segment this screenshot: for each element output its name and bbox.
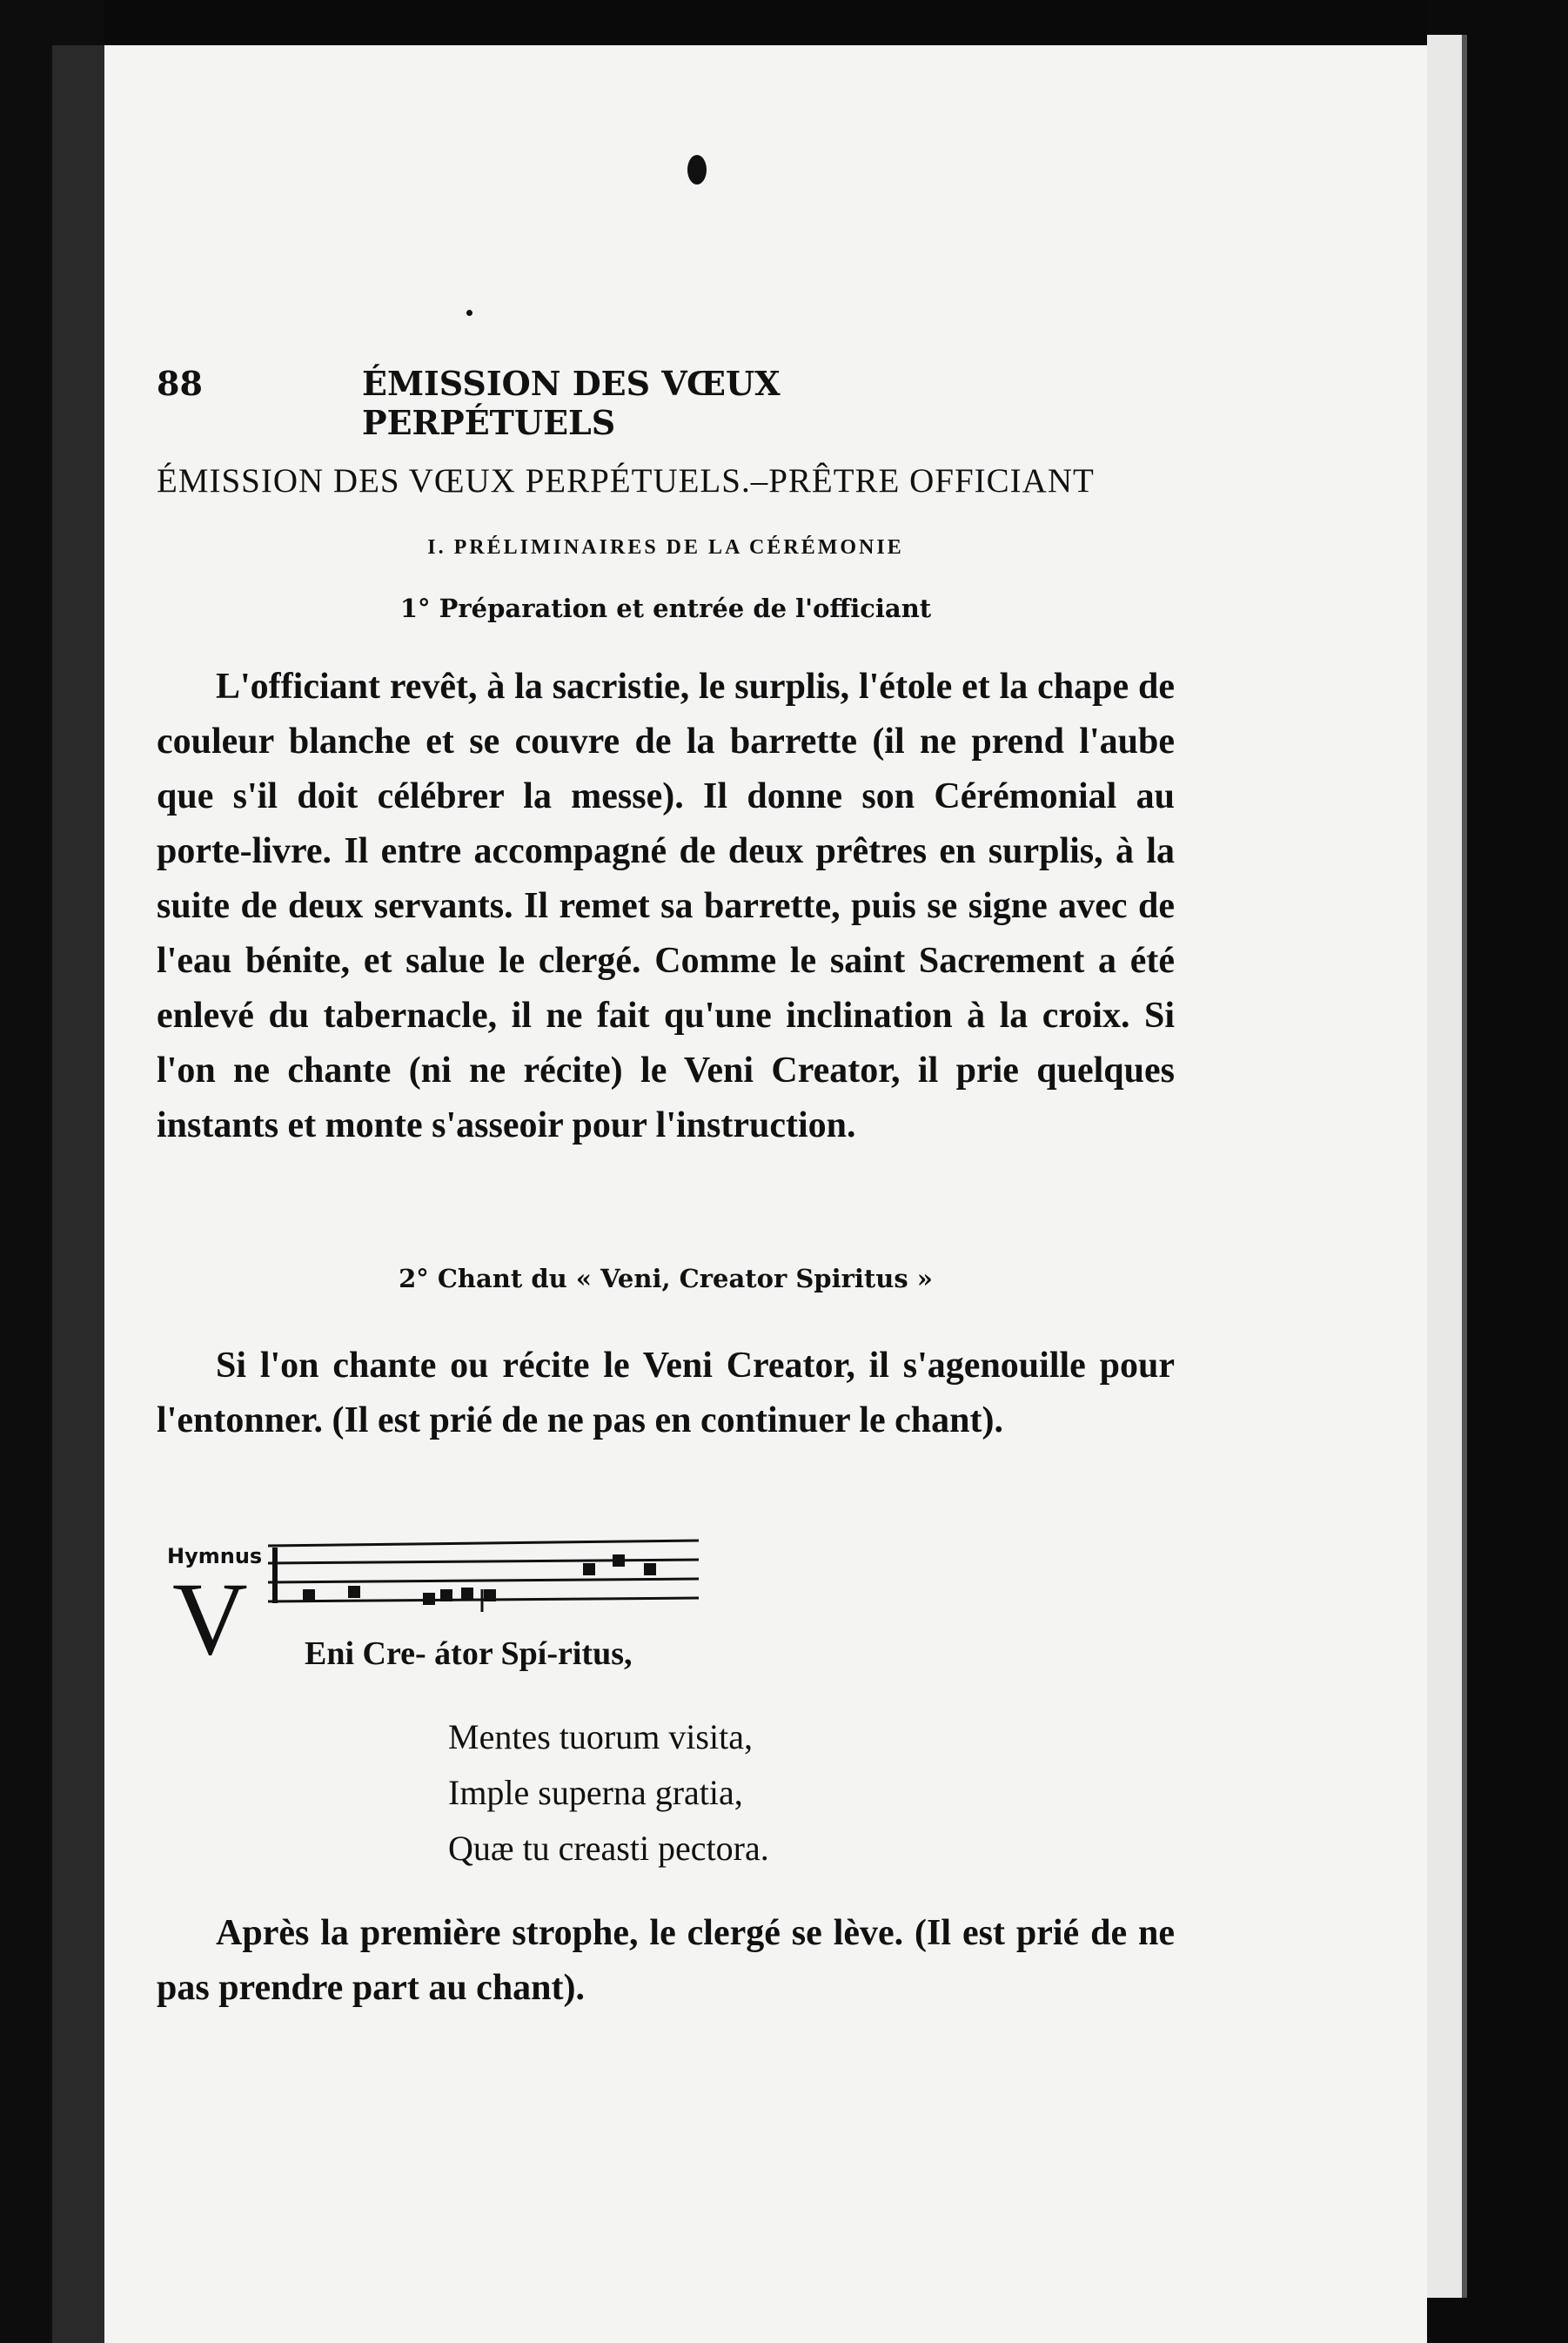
section-heading: I. PRÉLIMINAIRES DE LA CÉRÉMONIE xyxy=(427,536,904,559)
scan-speck xyxy=(687,155,707,185)
verse-line: Mentes tuorum visita, xyxy=(448,1717,753,1756)
chapter-title: ÉMISSION DES VŒUX PERPÉTUELS.–PRÊTRE OFFICIANT xyxy=(157,462,1095,500)
running-title: ÉMISSION DES VŒUX PERPÉTUELS xyxy=(362,364,781,442)
scan-speck xyxy=(466,310,472,316)
running-header xyxy=(157,364,1027,442)
hymnus-label: Hymnus xyxy=(167,1544,263,1568)
subsection-heading-2: 2° Chant du « Veni, Creator Spiritus » xyxy=(399,1264,933,1293)
verse-line: Quæ tu creasti pectora. xyxy=(448,1829,769,1868)
music-staff xyxy=(268,1537,703,1624)
drop-initial: V xyxy=(172,1561,248,1676)
book-spine-shadow xyxy=(52,45,104,2343)
chant-lyrics: Eni Cre- átor Spí-ritus, xyxy=(305,1635,633,1672)
page-edge-right xyxy=(1427,35,1467,2298)
verse-line: Imple superna gratia, xyxy=(448,1773,743,1812)
scan-border-top xyxy=(0,0,1568,45)
chant-notation xyxy=(157,1532,731,1688)
paragraph-2: Si l'on chante ou récite le Veni Creator, il s'agenouille pour l'entonner. (Il est prié de ne pas en continuer le chant). xyxy=(157,1346,1175,1440)
page-number: 88 xyxy=(157,364,203,403)
paragraph-1: L'officiant revêt, à la sacristie, le surplis, l'étole et la chape de couleur blanche et se couvre de la barrette (il ne prend l'aube que s'il doit célébrer la messe). Il donne son Cérémonial au porte-livre. Il entre accompagné de deux prêtres en surplis, à la suite de deux servants. Il remet sa barrette, puis se signe avec de l'eau bénite, et salue le clergé. Comme le saint Sacrement a été enlevé du tabernacle, il ne fait qu'une inclination à la croix. Si l'on ne chante (ni ne récite) le Veni Creator, il prie quelques instants et monte s'asseoir pour l'instruction. xyxy=(157,667,1175,1145)
paragraph-3: Après la première strophe, le clergé se lève. (Il est prié de ne pas prendre part au chant). xyxy=(157,1913,1175,2008)
subsection-heading-1: 1° Préparation et entrée de l'officiant xyxy=(399,594,932,623)
